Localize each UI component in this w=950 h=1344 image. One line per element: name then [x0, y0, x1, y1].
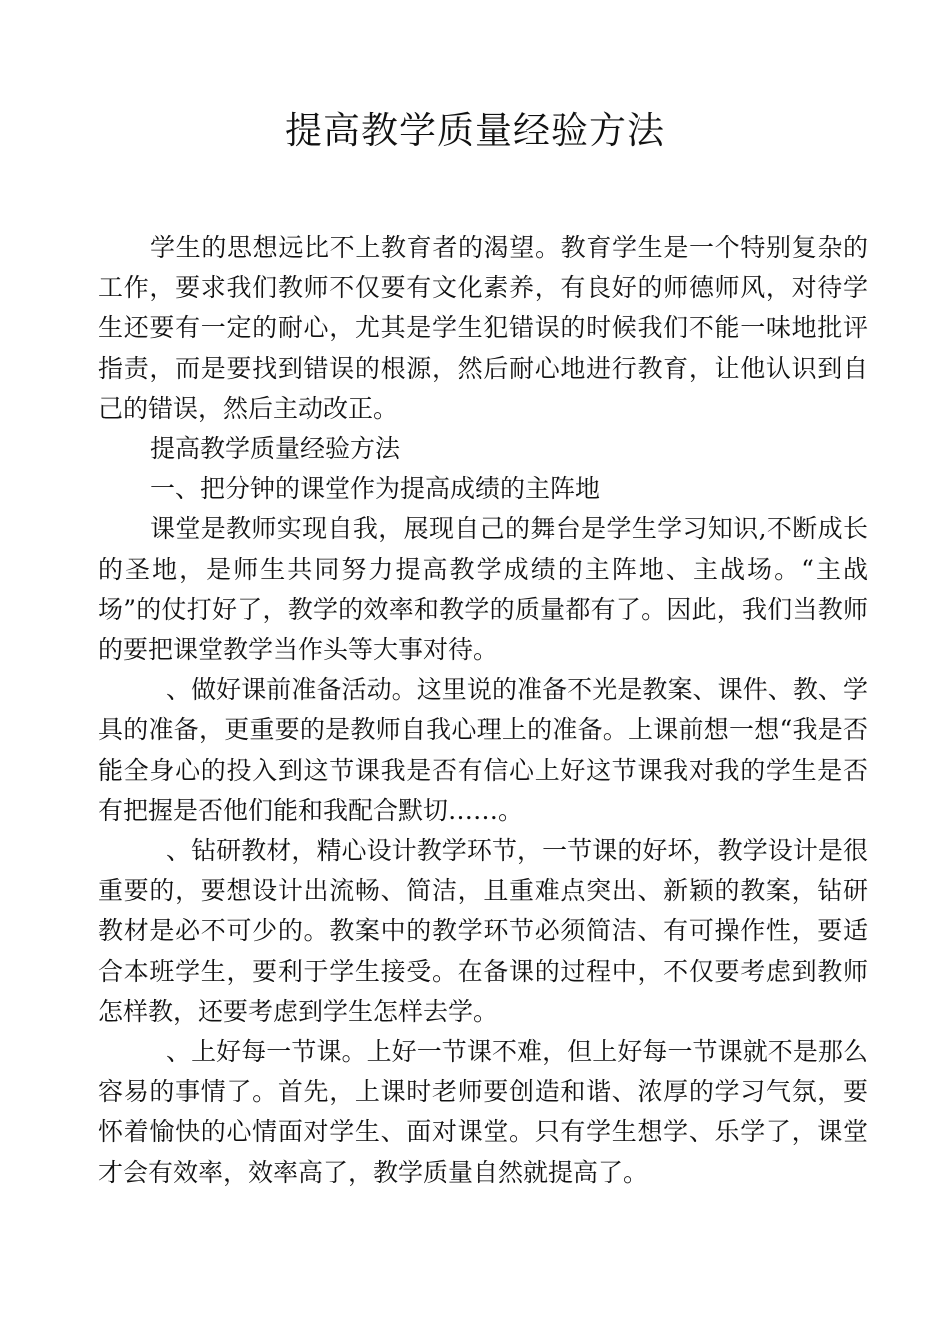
- paragraph-intro: 学生的思想远比不上教育者的渴望。教育学生是一个特别复杂的工作，要求我们教师不仅要有文化素养，有良好的师德师风，对待学生还要有一定的耐心，尤其是学生犯错误的时候我们不能一味地批评指责，而是要找到错误的根源，然后耐心地进行教育，让他认识到自己的错误，然后主动改正。: [98, 233, 868, 423]
- paragraph-textbook-study: 、钻研教材，精心设计教学环节，一节课的好坏，教学设计是很重要的，要想设计出流畅、简洁，且重难点突出、新颖的教案，钻研教材是必不可少的。教案中的教学环节必须简洁、有可操作性，要适合本班学生，要利于学生接受。在备课的过程中，不仅要考虑到教师怎样教，还要考虑到学生怎样去学。: [98, 836, 868, 1026]
- paragraph-classroom: 课堂是教师实现自我，展现自己的舞台是学生学习知识,不断成长的圣地，是师生共同努力提高教学成绩的主阵地、主战场。“主战场”的仗打好了，教学的效率和教学的质量都有了。因此，我们当教师的要把课堂教学当作头等大事对待。: [98, 514, 868, 665]
- paragraph-section-heading: 一、把分钟的课堂作为提高成绩的主阵地: [150, 474, 601, 504]
- paragraph-subtitle: 提高教学质量经验方法: [150, 434, 401, 464]
- paragraph-preparation: 、做好课前准备活动。这里说的准备不光是教案、课件、教、学具的准备，更重要的是教师自我心理上的准备。上课前想一想“我是否能全身心的投入到这节课我是否有信心上好这节课我对我的学生是否有把握是否他们能和我配合默切……。: [98, 675, 868, 825]
- document-body: [98, 228, 868, 1193]
- document-title: 提高教学质量经验方法: [285, 109, 665, 152]
- paragraph-every-lesson: 、上好每一节课。上好一节课不难，但上好每一节课就不是那么容易的事情了。首先，上课时老师要创造和谐、浓厚的学习气氛，要怀着愉快的心情面对学生、面对课堂。只有学生想学、乐学了，课堂才会有效率，效率高了，教学质量自然就提高了。: [98, 1037, 868, 1187]
